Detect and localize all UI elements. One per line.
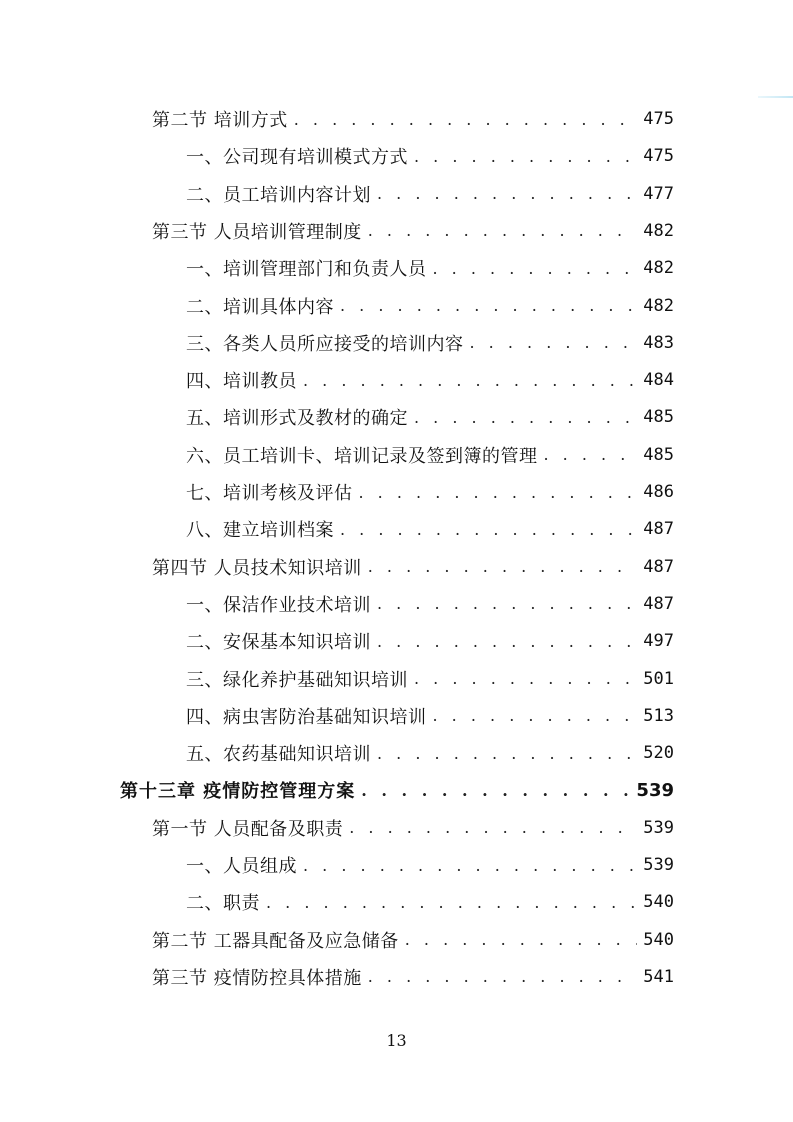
toc-entry-page: 486 (643, 482, 674, 502)
toc-entry-title: 七、培训考核及评估 (186, 483, 353, 504)
toc-dot-leader (288, 110, 638, 129)
toc-dot-leader (371, 184, 637, 203)
toc-entry-title: 四、病虫害防治基础知识培训 (186, 706, 427, 728)
toc-entry-page: 475 (643, 109, 674, 129)
toc-entry-title: 四、培训教员 (186, 371, 297, 393)
toc-entry-page: 501 (643, 668, 674, 689)
toc-entry-item[interactable] (186, 511, 674, 548)
toc-dot-leader (260, 893, 637, 912)
toc-entry-page: 520 (643, 743, 674, 764)
toc-dot-leader (362, 221, 638, 240)
toc-entry-item[interactable] (186, 250, 674, 287)
toc-dot-leader (297, 371, 637, 390)
toc-entry-page: 482 (643, 220, 674, 241)
toc-dot-leader (427, 259, 638, 278)
toc-entry-title: 第一节 人员配备及职责 (152, 818, 344, 840)
toc-entry-title: 二、员工培训内容计划 (186, 184, 371, 206)
toc-entry-item[interactable] (186, 324, 674, 361)
toc-entry-section[interactable] (152, 809, 674, 846)
toc-entry-page: 477 (643, 183, 674, 204)
toc-dot-leader (353, 483, 638, 502)
toc-dot-leader (297, 856, 637, 875)
toc-entry-section[interactable] (152, 958, 674, 995)
toc-entry-page: 539 (636, 779, 674, 801)
toc-dot-leader (408, 408, 637, 427)
toc-dot-leader (343, 818, 637, 837)
toc-entry-item[interactable] (186, 884, 674, 921)
toc-entry-item[interactable] (186, 697, 674, 734)
toc-entry-chapter[interactable] (120, 772, 674, 809)
toc-entry-page: 539 (643, 855, 674, 875)
toc-dot-leader (362, 557, 638, 576)
toc-entry-item[interactable] (186, 623, 674, 660)
toc-entry-title: 一、培训管理部门和负责人员 (186, 259, 427, 281)
toc-dot-leader (371, 632, 637, 651)
toc-entry-page: 485 (643, 407, 674, 428)
toc-entry-title: 三、各类人员所应接受的培训内容 (186, 333, 464, 355)
toc-entry-item[interactable] (186, 362, 674, 399)
toc-entry-page: 540 (643, 892, 674, 913)
toc-entry-title: 二、安保基本知识培训 (186, 632, 371, 654)
toc-entry-section[interactable] (152, 548, 674, 585)
toc-entry-title: 一、保洁作业技术培训 (186, 594, 371, 616)
toc-entry-item[interactable] (186, 735, 674, 772)
toc-dot-leader (355, 781, 630, 800)
toc-entry-page: 485 (643, 444, 674, 465)
toc-dot-leader (408, 669, 637, 688)
toc-entry-title: 第三节 疫情防控具体措施 (152, 967, 362, 989)
toc-entry-title: 一、人员组成 (186, 856, 297, 877)
toc-entry-title: 三、绿化养护基础知识培训 (186, 669, 408, 691)
toc-dot-leader (371, 594, 637, 613)
toc-entry-title: 五、农药基础知识培训 (186, 744, 371, 766)
toc-entry-page: 540 (643, 929, 674, 950)
toc-entry-section[interactable] (152, 101, 674, 138)
toc-entry-title: 第二节 培训方式 (152, 110, 288, 131)
toc-entry-page: 475 (643, 146, 674, 167)
toc-entry-title: 第三节 人员培训管理制度 (152, 221, 362, 243)
toc-entry-page: 484 (643, 370, 674, 391)
toc-entry-page: 487 (643, 556, 674, 577)
toc-entry-page: 497 (643, 631, 674, 652)
toc-entry-title: 一、公司现有培训模式方式 (186, 147, 408, 169)
toc-entry-title: 二、职责 (186, 893, 260, 915)
toc-entry-item[interactable] (186, 847, 674, 884)
toc-dot-leader (371, 744, 637, 763)
toc-entry-page: 482 (643, 258, 674, 279)
toc-entry-section[interactable] (152, 212, 674, 249)
toc-entry-title: 第二节 工器具配备及应急储备 (152, 930, 399, 952)
toc-dot-leader (538, 445, 638, 464)
toc-entry-item[interactable] (186, 399, 674, 436)
toc-entry-page: 513 (643, 705, 674, 726)
toc-entry-section[interactable] (152, 921, 674, 958)
page-number: 13 (386, 1031, 407, 1050)
toc-entry-title: 五、培训形式及教材的确定 (186, 408, 408, 430)
toc-entry-item[interactable] (186, 138, 674, 175)
toc-entry-page: 482 (643, 295, 674, 316)
toc-entry-item[interactable] (186, 585, 674, 622)
toc-entry-page: 487 (643, 593, 674, 614)
toc-dot-leader (362, 967, 638, 986)
toc-entry-item[interactable] (186, 474, 674, 511)
toc-entry-page: 539 (643, 817, 674, 838)
toc-entry-item[interactable] (186, 175, 674, 212)
toc-dot-leader (399, 930, 638, 949)
toc-entry-title: 二、培训具体内容 (186, 296, 334, 318)
toc-entry-item[interactable] (186, 287, 674, 324)
toc-dot-leader (334, 520, 637, 539)
toc-dot-leader (334, 296, 637, 315)
toc-entry-page: 541 (643, 966, 674, 987)
toc-entry-item[interactable] (186, 660, 674, 697)
toc-entry-title: 六、员工培训卡、培训记录及签到簿的管理 (186, 445, 538, 467)
toc-entry-page: 483 (643, 332, 674, 353)
toc-entry-title: 第十三章 疫情防控管理方案 (120, 781, 356, 803)
corner-mark (758, 96, 793, 98)
toc-dot-leader (464, 333, 638, 352)
toc-entry-title: 八、建立培训档案 (186, 520, 334, 542)
toc-entry-item[interactable] (186, 436, 674, 473)
toc-dot-leader (408, 147, 637, 166)
toc-entry-page: 487 (643, 519, 674, 540)
toc-dot-leader (427, 706, 638, 725)
toc-entry-title: 第四节 人员技术知识培训 (152, 557, 362, 579)
